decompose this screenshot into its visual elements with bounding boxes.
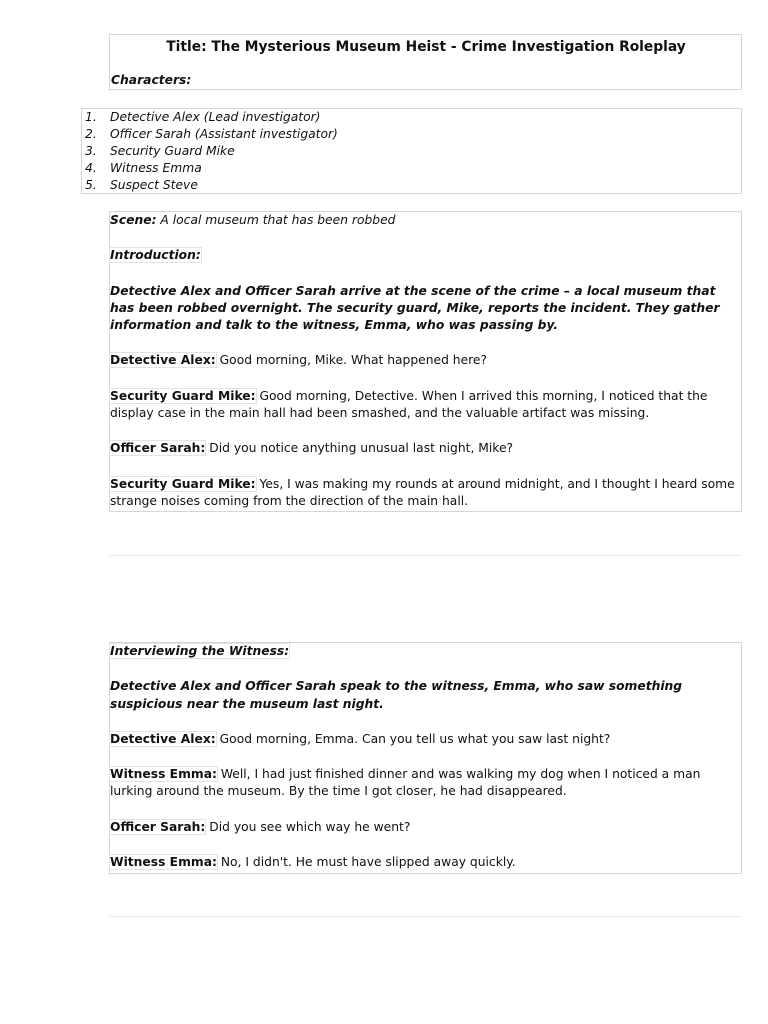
character-name: Security Guard Mike	[110, 144, 235, 158]
list-number: 1.	[85, 110, 97, 124]
list-item	[82, 143, 741, 160]
page-title: Title: The Mysterious Museum Heist - Crime Investigation Roleplay	[166, 39, 686, 55]
introduction-heading: Introduction:	[110, 248, 201, 263]
witness-intro-text: Detective Alex and Officer Sarah speak to the witness, Emma, who saw something suspicious near the museum last night.	[110, 679, 683, 711]
section-divider	[109, 555, 742, 556]
list-item	[82, 160, 741, 177]
scene-label: Scene:	[110, 213, 157, 227]
list-number: 4.	[85, 161, 97, 175]
dialogue-line	[110, 388, 741, 423]
speaker-label: Detective Alex:	[110, 353, 216, 368]
dialogue-line	[110, 854, 741, 871]
witness-heading-line	[110, 643, 741, 660]
introduction-line	[110, 247, 741, 264]
list-number: 5.	[85, 178, 97, 192]
character-name: Officer Sarah (Assistant investigator)	[110, 127, 338, 141]
scene-line	[110, 212, 741, 229]
dialogue-text: Yes, I was making my rounds at around midnight, and I thought I heard some strange noises coming from the direction of the main hall.	[110, 476, 735, 508]
character-name: Witness Emma	[110, 161, 202, 175]
speaker-label: Witness Emma:	[110, 767, 217, 782]
scene-text: A local museum that has been robbed	[160, 213, 396, 227]
dialogue-text: Did you see which way he went?	[209, 819, 411, 834]
dialogue-text: No, I didn't. He must have slipped away quickly.	[220, 855, 516, 870]
witness-section	[109, 642, 742, 874]
characters-heading: Characters:	[111, 73, 192, 87]
list-item	[82, 177, 741, 194]
dialogue-line	[110, 476, 741, 511]
dialogue-text: Good morning, Emma. Can you tell us what you saw last night?	[219, 731, 611, 746]
dialogue-text: Did you notice anything unusual last night, Mike?	[209, 441, 514, 456]
dialogue-line	[110, 352, 741, 369]
list-number: 3.	[85, 144, 97, 158]
list-item	[82, 109, 741, 126]
characters-list	[81, 108, 742, 194]
scene-section	[109, 211, 742, 512]
speaker-label: Witness Emma:	[110, 855, 217, 870]
dialogue-text: Good morning, Mike. What happened here?	[219, 353, 488, 368]
dialogue-text: Good morning, Detective. When I arrived this morning, I noticed that the display case in the main hall had been smashed, and the valuable artifact was missing.	[110, 388, 708, 421]
list-number: 2.	[85, 127, 97, 141]
dialogue-line	[110, 819, 741, 836]
title-block	[109, 34, 742, 90]
witness-heading: Interviewing the Witness:	[110, 644, 290, 658]
dialogue-line	[110, 440, 741, 457]
introduction-text: Detective Alex and Officer Sarah arrive at the scene of the crime – a local museum that has been robbed overnight. The security guard, Mike, reports the incident. They gather information and talk to the witness, Emma, who was passing by.	[110, 283, 720, 333]
speaker-label: Officer Sarah:	[110, 441, 206, 456]
list-item	[82, 126, 741, 143]
dialogue-line	[110, 731, 741, 748]
dialogue-text: Well, I had just finished dinner and was walking my dog when I noticed a man lurking around the museum. By the time I got closer, he had disappeared.	[110, 767, 701, 799]
speaker-label: Officer Sarah:	[110, 819, 206, 834]
character-name: Detective Alex (Lead investigator)	[110, 110, 321, 124]
character-name: Suspect Steve	[110, 178, 198, 192]
speaker-label: Security Guard Mike:	[110, 388, 256, 403]
speaker-label: Security Guard Mike:	[110, 476, 256, 491]
dialogue-line	[110, 766, 741, 801]
speaker-label: Detective Alex:	[110, 731, 216, 746]
section-divider	[109, 916, 742, 917]
